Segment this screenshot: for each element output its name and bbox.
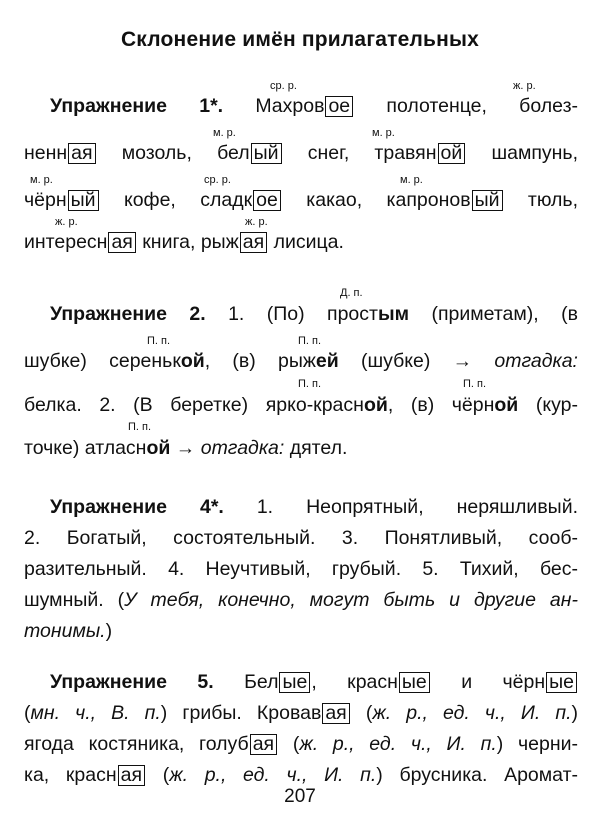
ending-box: ая — [322, 703, 349, 724]
ex1-annotation: ж. р. — [513, 80, 536, 92]
ex2-annotation: П. п. — [463, 378, 487, 390]
ex2-annotation: П. п. — [147, 335, 171, 347]
exercise-heading: Упражнение 2. — [50, 303, 206, 325]
ending-box: ое — [253, 190, 281, 211]
ex5-line-1: Упражнение 5. Бел ые , красн ые и чёрн ые — [50, 670, 578, 694]
exercise-heading: Упражнение 5. — [50, 671, 214, 693]
ex2-line-4: точке) атласной → отгадка: дятел. — [24, 437, 348, 459]
ex2-annotation: П. п. — [298, 378, 322, 390]
ex5-line-4: ка, красн ая (ж. р., ед. ч., И. п.) брусника. Аромат- — [24, 764, 579, 786]
ex2-line-2: шубке) серенькой, (в) рыжей (шубке) → отгадка: — [24, 350, 578, 372]
ending-box: ый — [472, 190, 503, 211]
ending-box: ое — [325, 96, 353, 117]
ex2-line-1: Упражнение 2. 1. (По) простым (приметам), (в — [50, 303, 578, 325]
ending-box: ая — [68, 143, 95, 164]
ending-box: ая — [108, 232, 135, 253]
ex1-annotation: ср. р. — [270, 80, 297, 92]
ex5-line-2: (мн. ч., В. п.) грибы. Кровав ая (ж. р., ед. ч., И. п.) — [24, 702, 579, 724]
ending-box: ая — [118, 765, 145, 786]
ending-box: ые — [279, 672, 310, 693]
ex4-line-4: шумный. (У тебя, конечно, могут быть и другие ан- — [24, 589, 578, 611]
ending-box: ые — [399, 672, 430, 693]
ending-box: ый — [68, 190, 99, 211]
ex1-annotation: м. р. — [30, 174, 53, 186]
ex4-line-5: тонимы.) — [24, 620, 113, 642]
ex4-line-2: 2. Богатый, состоятельный. 3. Понятливый, сооб- — [24, 527, 578, 549]
page-title: Склонение имён прилагательных — [120, 28, 480, 51]
ex1-annotation: м. р. — [400, 174, 423, 186]
ex2-annotation: Д. п. — [340, 287, 363, 299]
ex2-annotation: П. п. — [298, 335, 322, 347]
ex1-annotation: м. р. — [213, 127, 236, 139]
ex1-line-3: чёрн ый кофе, сладк ое какао, капронов ый тюль, — [24, 189, 578, 211]
ex1-line-1: Упражнение 1*. Махров ое полотенце, болез- — [50, 95, 578, 117]
ex2-annotation: П. п. — [128, 421, 152, 433]
ex1-annotation: ж. р. — [245, 216, 268, 228]
ex1-line-2: ненн ая мозоль, бел ый снег, травян ой шампунь, — [24, 142, 579, 164]
page-number: 207 — [284, 786, 316, 807]
ex1-annotation: ж. р. — [55, 216, 78, 228]
ex5-line-3: ягода костяника, голуб ая (ж. р., ед. ч., И. п.) черни- — [24, 733, 578, 755]
ex1-annotation: м. р. — [372, 127, 395, 139]
ex4-line-1: Упражнение 4*. 1. Неопрятный, неряшливый. — [50, 496, 579, 518]
ending-box: ая — [240, 232, 267, 253]
exercise-heading: Упражнение 1*. — [50, 95, 224, 117]
ending-box: ые — [546, 672, 577, 693]
ex1-annotation: ср. р. — [204, 174, 231, 186]
ex1-line-4: интересн ая книга, рыж ая лисица. — [24, 231, 344, 253]
ex4-line-3: разительный. 4. Неучтивый, грубый. 5. Тихий, бес- — [24, 558, 578, 580]
ending-box: ый — [251, 143, 282, 164]
exercise-heading: Упражнение 4*. — [50, 496, 224, 518]
ending-box: ой — [438, 143, 466, 164]
ending-box: ая — [250, 734, 277, 755]
ex2-line-3: белка. 2. (В беретке) ярко-красной, (в) чёрной (кур- — [24, 394, 579, 416]
